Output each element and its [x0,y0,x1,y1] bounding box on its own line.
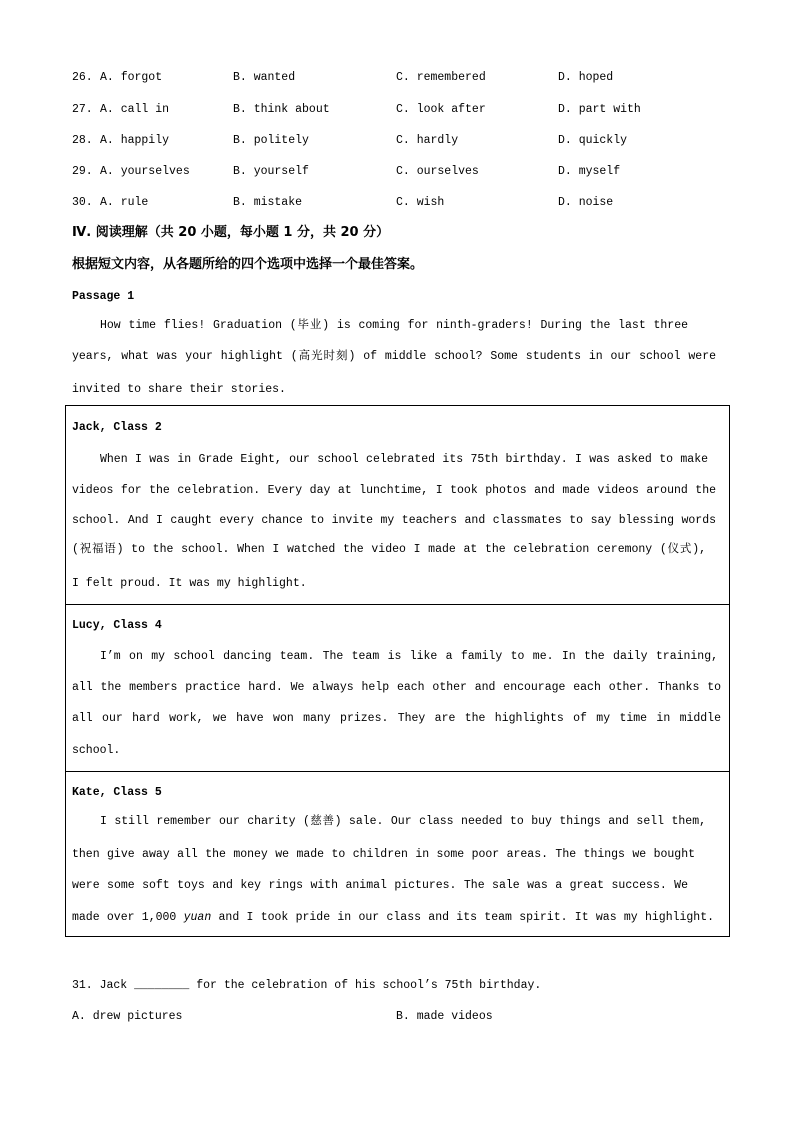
story-line: (祝福语) to the school. When I watched the video I made at the celebration ceremony (仪式), [72,543,706,556]
intro-line: invited to share their stories. [72,383,286,396]
story-author-lucy: Lucy, Class 4 [72,619,162,632]
cloze-option-row [0,164,794,180]
option-d: D. part with [558,103,641,116]
story-line-part: made over 1,000 [72,911,184,924]
story-line: school. And I caught every chance to invite my teachers and classmates to say blessing words [72,514,716,527]
story-line: school. [72,744,121,757]
cloze-option-row [0,102,794,118]
story-divider [65,771,730,772]
story-line: I still remember our charity (慈善) sale. Our class needed to buy things and sell them, [100,815,706,828]
section-instruction: 根据短文内容，从各题所给的四个选项中选择一个最佳答案。 [72,257,424,272]
question-number: 26. [72,71,93,84]
question-stem: 31. Jack ________ for the celebration of his school’s 75th birthday. [72,979,542,992]
option-c: C. ourselves [396,165,479,178]
story-line: When I was in Grade Eight, our school celebrated its 75th birthday. I was asked to make [100,453,708,466]
question-number: 30. [72,196,93,209]
option-c: C. look after [396,103,486,116]
question-options [0,1009,794,1025]
option-d: D. noise [558,196,614,209]
option-b: B. think about [233,103,330,116]
section-heading: Ⅳ. 阅读理解（共 20 小题，每小题 1 分，共 20 分） [72,225,390,240]
option-d: D. myself [558,165,621,178]
option-a: A. forgot [100,71,163,84]
story-author-kate: Kate, Class 5 [72,786,162,799]
cloze-option-row [0,195,794,211]
option-a: A. drew pictures [72,1010,183,1023]
story-author-jack: Jack, Class 2 [72,421,162,434]
story-line: I felt proud. It was my highlight. [72,577,307,590]
option-d: D. quickly [558,134,628,147]
story-line: I’m on my school dancing team. The team is like a family to me. In the daily training, [100,650,718,663]
option-b: B. politely [233,134,309,147]
option-a: A. happily [100,134,170,147]
story-line-part: and I took pride in our class and its team spirit. It was my highlight. [211,911,714,924]
story-divider [65,604,730,605]
intro-line: How time flies! Graduation (毕业) is coming for ninth-graders! During the last three [100,319,688,332]
intro-line: years, what was your highlight (高光时刻) of middle school? Some students in our school were [72,350,716,363]
story-line: videos for the celebration. Every day at lunchtime, I took photos and made videos around the [72,484,716,497]
question-number: 29. [72,165,93,178]
option-d: D. hoped [558,71,614,84]
question-number: 27. [72,103,93,116]
story-line: all the members practice hard. We always help each other and encourage each other. Thanks to [72,681,721,694]
story-line [72,910,714,926]
option-c: C. remembered [396,71,486,84]
option-c: C. hardly [396,134,459,147]
option-a: A. call in [100,103,170,116]
passage-title: Passage 1 [72,290,135,303]
option-b: B. mistake [233,196,303,209]
option-b: B. yourself [233,165,309,178]
cloze-option-row [0,133,794,149]
story-line: then give away all the money we made to children in some poor areas. The things we bought [72,848,695,861]
option-c: C. wish [396,196,445,209]
italic-word: yuan [183,911,212,924]
option-a: A. yourselves [100,165,190,178]
cloze-option-row [0,70,794,86]
story-line: were some soft toys and key rings with animal pictures. The sale was a great success. We [72,879,688,892]
question-number: 28. [72,134,93,147]
option-b: B. wanted [233,71,296,84]
story-line: all our hard work, we have won many prizes. They are the highlights of my time in middle [72,712,721,725]
option-a: A. rule [100,196,149,209]
option-b: B. made videos [396,1010,493,1023]
